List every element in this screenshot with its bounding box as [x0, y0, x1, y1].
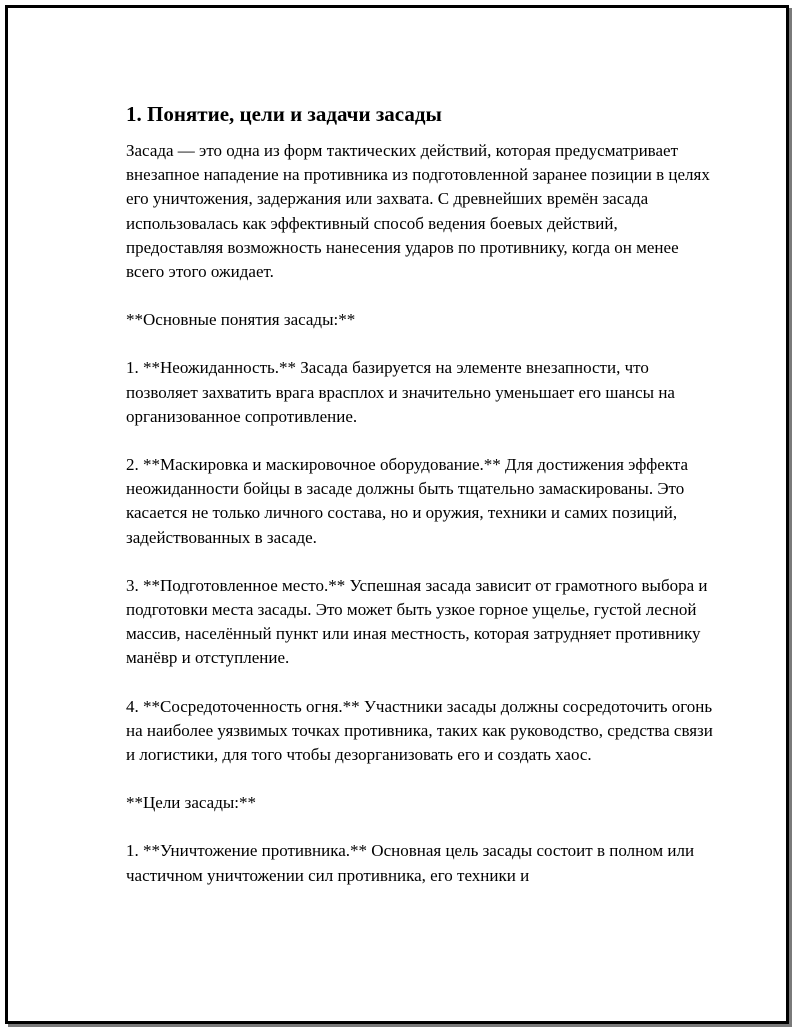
concept-item-camouflage: 2. **Маскировка и маскировочное оборудование.** Для достижения эффекта неожиданности бойцы в засаде должны быть тщательно замаскированы. Это касается не только личного состава, но и оружия, техники и самих позиций, задействованных в засаде.: [126, 455, 689, 547]
concepts-heading: **Основные понятия засады:**: [126, 310, 356, 330]
document-body: [126, 101, 716, 912]
concept-item-prepared-place: 3. **Подготовленное место.** Успешная засада зависит от грамотного выбора и подготовки места засады. Это может быть узкое горное ущелье, густой лесной массив, населённый пункт или иная местность, которая затрудняет противнику манёвр и отступление.: [126, 575, 708, 668]
goal-item-destruction: 1. **Уничтожение противника.** Основная цель засады состоит в полном или частичном уничтожении сил противника, его техники и: [126, 841, 695, 885]
concept-item-surprise: 1. **Неожиданность.** Засада базируется на элементе внезапности, что позволяет захватить врага врасплох и значительно уменьшает его шансы на организованное сопротивление.: [126, 358, 675, 426]
concept-item-fire-concentration: 4. **Сосредоточенность огня.** Участники засады должны сосредоточить огонь на наиболее уязвимых точках противника, таких как руководство, средства связи и логистики, для того чтобы дезорганизовать его и создать хаос.: [126, 696, 713, 765]
goals-heading: **Цели засады:**: [126, 793, 257, 813]
section-heading: 1. Понятие, цели и задачи засады: [126, 102, 442, 126]
intro-paragraph: Засада — это одна из форм тактических действий, которая предусматривает внезапное нападение на противника из подготовленной заранее позиции в целях его уничтожения, задержания или захвата. С древнейших времён засада использовалась как эффективный способ ведения боевых действий, предоставляя возможность нанесения ударов по противнику, когда он менее всего этого ожидает.: [126, 141, 710, 282]
page: [5, 5, 789, 1024]
